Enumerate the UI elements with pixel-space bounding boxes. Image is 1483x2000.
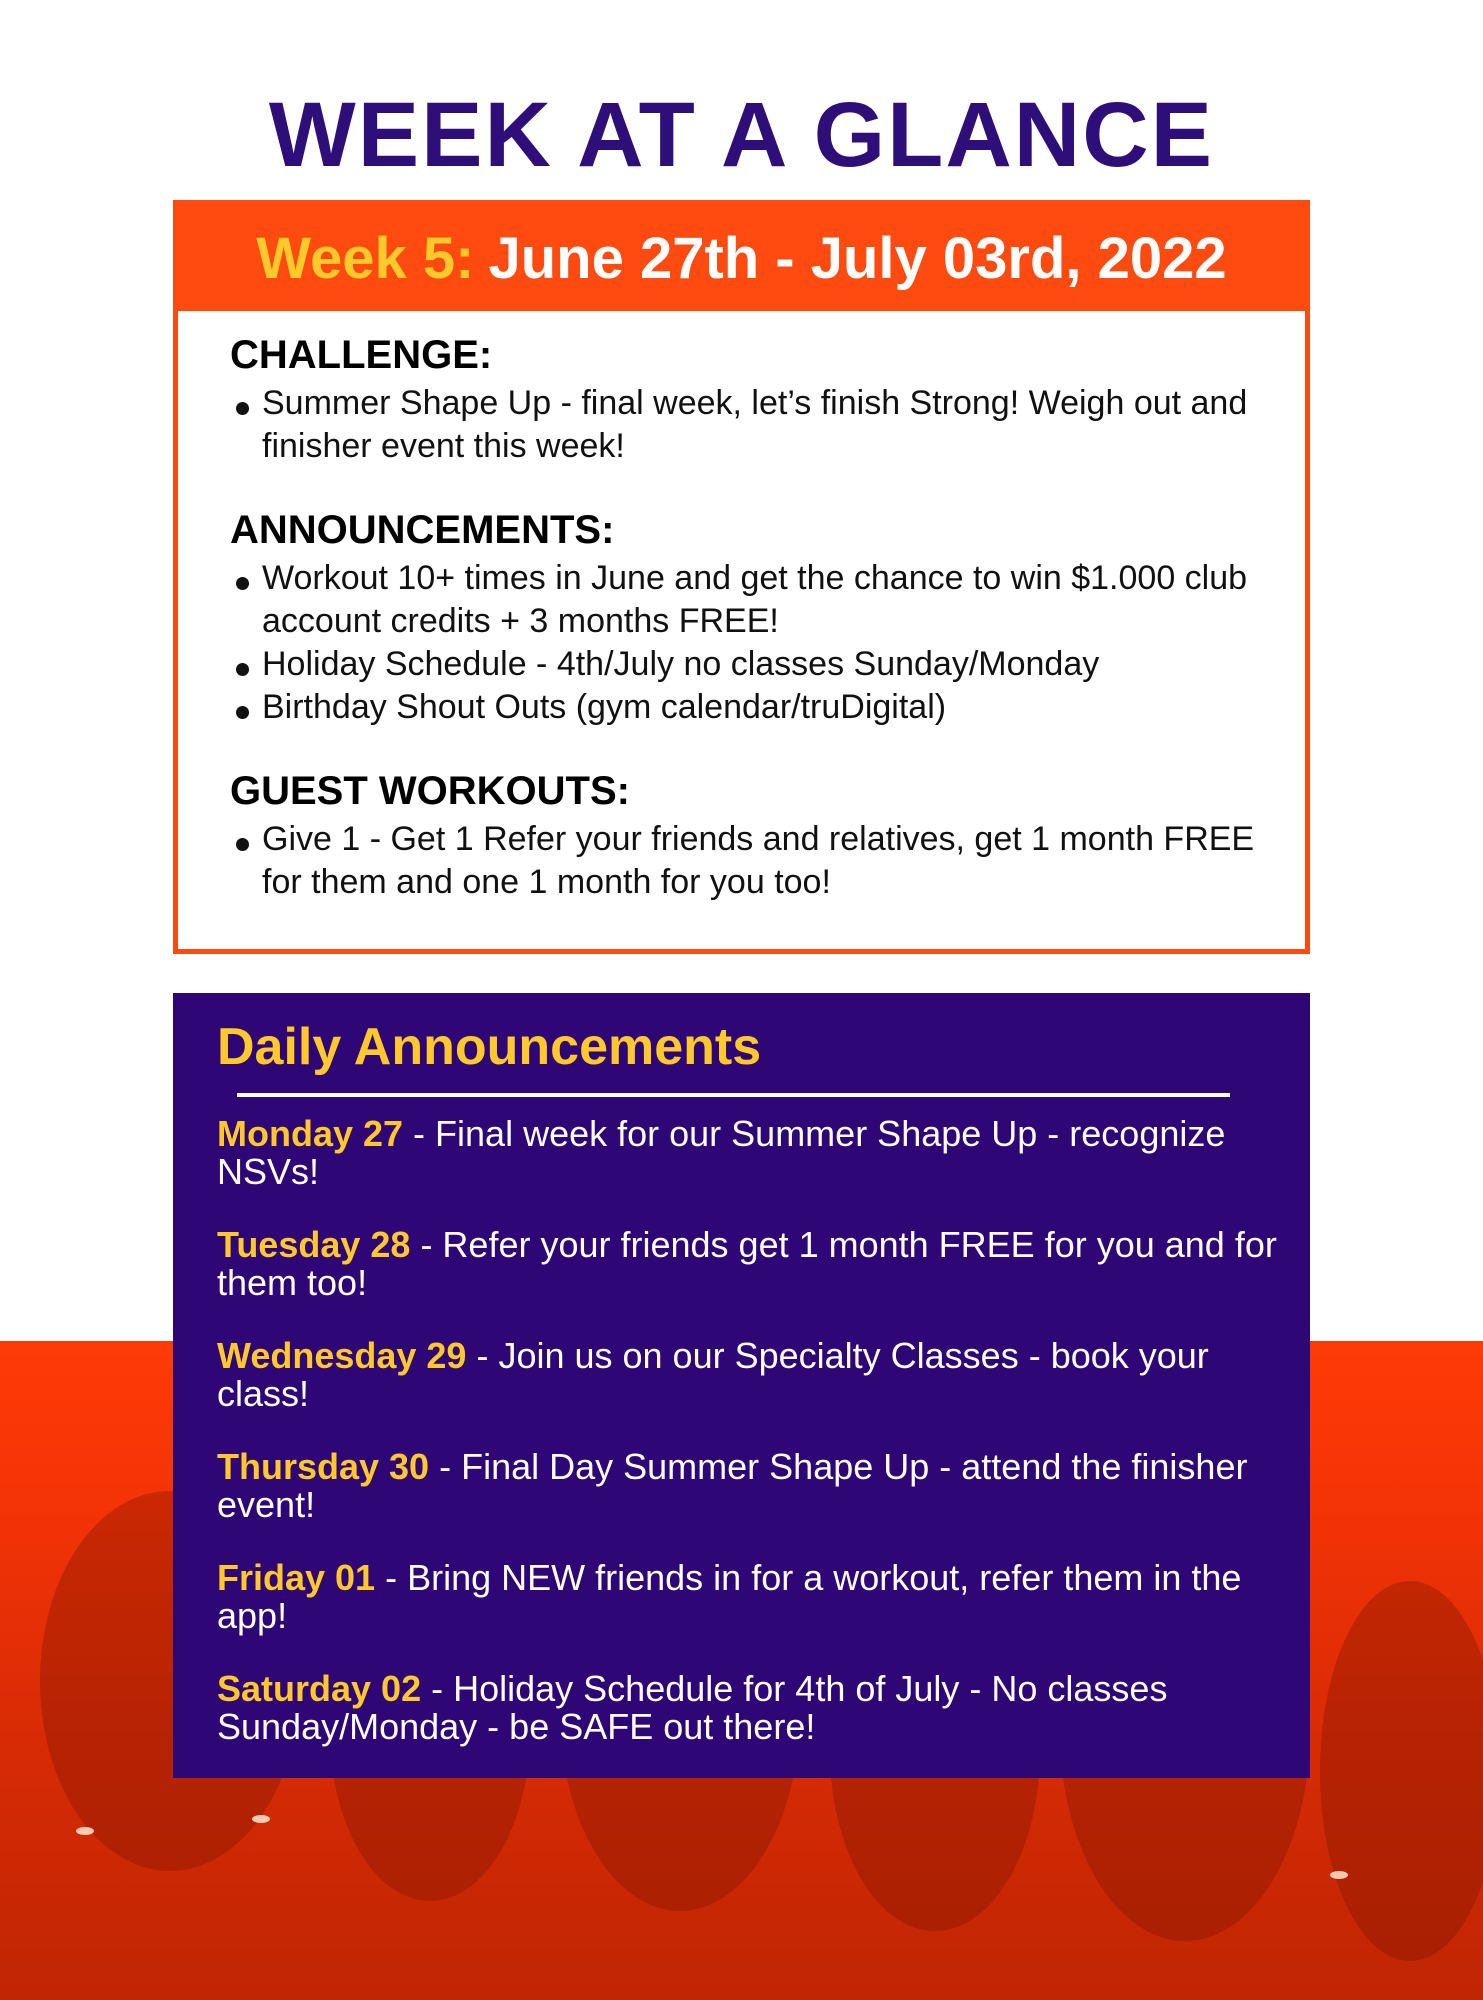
week-header xyxy=(178,205,1305,311)
challenge-heading: CHALLENGE: xyxy=(230,333,493,377)
day-label: Friday 01 xyxy=(217,1557,376,1598)
day-text: - Bring NEW friends in for a workout, refer them in the app! xyxy=(217,1557,1242,1636)
day-text: - Final Day Summer Shape Up - attend the finisher event! xyxy=(217,1446,1248,1525)
daily-item-tuesday xyxy=(217,1226,1277,1302)
day-label: Wednesday 29 xyxy=(217,1335,467,1376)
ceiling-light xyxy=(1330,1871,1348,1879)
daily-item-monday xyxy=(217,1115,1277,1191)
guest-workouts-list xyxy=(230,818,1280,904)
daily-announcements-list xyxy=(217,1115,1277,1781)
week-summary-box xyxy=(173,200,1310,954)
announcements-section xyxy=(230,505,1280,729)
daily-item-friday xyxy=(217,1559,1277,1635)
daily-item-wednesday xyxy=(217,1337,1277,1413)
challenge-bullet: Summer Shape Up - final week, let’s finish Strong! Weigh out and finisher event this week! xyxy=(230,382,1280,468)
announcements-heading: ANNOUNCEMENTS: xyxy=(230,508,615,552)
announcement-bullet: Holiday Schedule - 4th/July no classes Sunday/Monday xyxy=(230,643,1280,686)
guest-workouts-heading: GUEST WORKOUTS: xyxy=(230,769,630,813)
day-label: Thursday 30 xyxy=(217,1446,430,1487)
daily-item-saturday xyxy=(217,1670,1277,1746)
daily-announcements-title: Daily Announcements xyxy=(217,1018,762,1076)
week-dates: June 27th - July 03rd, 2022 xyxy=(488,225,1227,291)
photo-shadow-figure xyxy=(1320,1581,1483,1961)
day-text: - Holiday Schedule for 4th of July - No classes Sunday/Monday - be SAFE out there! xyxy=(217,1668,1168,1747)
day-text: - Join us on our Specialty Classes - book your class! xyxy=(217,1335,1209,1414)
guest-workout-bullet: Give 1 - Get 1 Refer your friends and relatives, get 1 month FREE for them and one 1 month for you too! xyxy=(230,818,1280,904)
ceiling-light xyxy=(252,1815,270,1823)
daily-announcements-box xyxy=(173,993,1310,1778)
week-label: Week 5: xyxy=(256,225,475,291)
page-title: WEEK AT A GLANCE xyxy=(268,84,1215,186)
divider xyxy=(237,1093,1230,1097)
announcement-bullet: Birthday Shout Outs (gym calendar/truDigital) xyxy=(230,686,1280,729)
day-text: - Refer your friends get 1 month FREE for you and for them too! xyxy=(217,1224,1277,1303)
challenge-list xyxy=(230,382,1280,468)
challenge-section xyxy=(230,330,1280,468)
daily-item-thursday xyxy=(217,1448,1277,1524)
day-label: Saturday 02 xyxy=(217,1668,422,1709)
day-label: Monday 27 xyxy=(217,1113,404,1154)
ceiling-light xyxy=(76,1827,94,1835)
announcement-bullet: Workout 10+ times in June and get the chance to win $1.000 club account credits + 3 months FREE! xyxy=(230,557,1280,643)
day-text: - Final week for our Summer Shape Up - recognize NSVs! xyxy=(217,1113,1226,1192)
guest-workouts-section xyxy=(230,766,1280,904)
announcements-list xyxy=(230,557,1280,729)
day-label: Tuesday 28 xyxy=(217,1224,411,1265)
